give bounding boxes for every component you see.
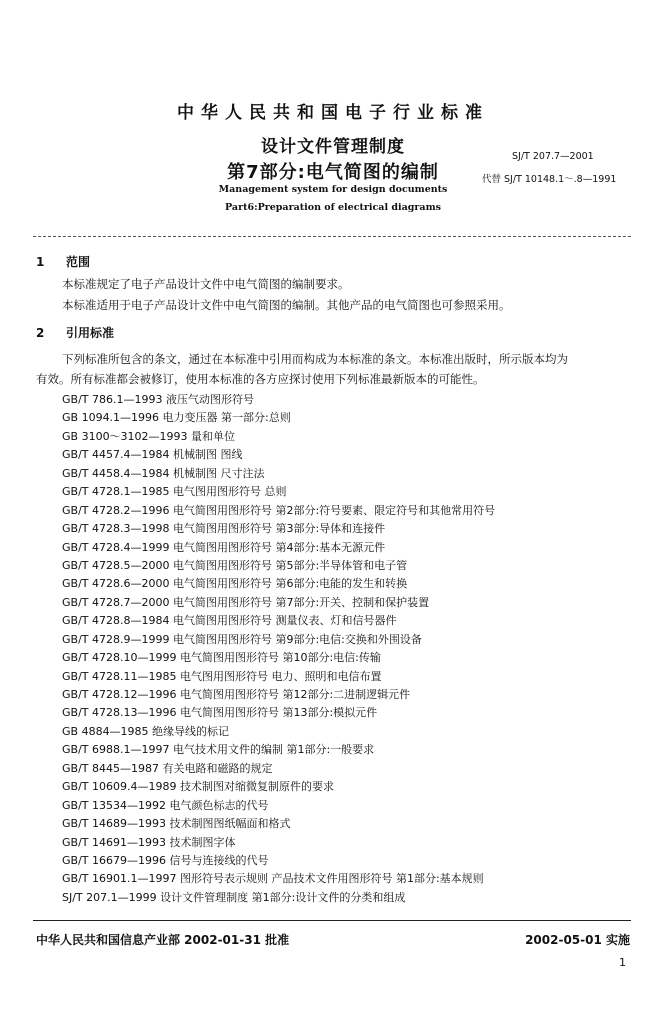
section-heading-references <box>36 324 114 341</box>
issuing-agency: 中华人民共和国电子行业标准 <box>177 103 489 123</box>
reference-item: GB/T 4728.2—1996 电气简图用图形符号 第2部分:符号要素、限定符号和其他常用符号 <box>62 503 496 517</box>
english-title: Management system for design documents <box>218 184 448 195</box>
reference-item: GB/T 10609.4—1989 技术制图对缩微复制原件的要求 <box>62 780 334 794</box>
reference-item: GB/T 14691—1993 技术制图字体 <box>62 835 236 849</box>
reference-item: GB 1094.1—1996 电力变压器 第一部分:总则 <box>62 411 291 425</box>
reference-item: GB/T 4457.4—1984 机械制图 图线 <box>62 448 243 462</box>
references-intro: 下列标准所包含的条文，通过在本标准中引用而构成为本标准的条文。本标准出版时，所示版本均为 <box>62 352 568 366</box>
references-intro-continued: 有效。所有标准都会被修订，使用本标准的各方应探讨使用下列标准最新版本的可能性。 <box>36 372 485 386</box>
reference-item: GB/T 4728.8—1984 电气简图用图形符号 测量仪表、灯和信号器件 <box>62 614 397 628</box>
reference-item: GB/T 4728.3—1998 电气简图用图形符号 第3部分:导体和连接件 <box>62 522 386 536</box>
section-number: 1 <box>36 255 45 269</box>
page-number: 1 <box>619 956 626 969</box>
reference-item: GB/T 8445—1987 有关电路和磁路的规定 <box>62 761 273 775</box>
reference-item: GB 4884—1985 绝缘导线的标记 <box>62 724 230 738</box>
document-subtitle: 第7部分:电气简图的编制 <box>227 162 439 183</box>
english-subtitle: Part6:Preparation of electrical diagrams <box>225 202 441 213</box>
reference-item: GB/T 786.1—1993 液压气动图形符号 <box>62 393 254 406</box>
scope-paragraph: 本标准规定了电子产品设计文件中电气简图的编制要求。 <box>62 277 350 291</box>
standard-code: SJ/T 207.7—2001 <box>512 151 594 162</box>
section-title: 引用标准 <box>66 326 115 340</box>
replaces-standard: 代替 SJ/T 10148.1～.8—1991 <box>482 174 617 185</box>
reference-item: GB/T 4728.9—1999 电气简图用图形符号 第9部分:电信:交换和外围设备 <box>62 632 422 646</box>
reference-list <box>62 391 495 907</box>
reference-item: GB/T 13534—1992 电气颜色标志的代号 <box>62 798 269 812</box>
reference-item: GB/T 4728.12—1996 电气简图用图形符号 第12部分:二进制逻辑元件 <box>62 688 411 701</box>
reference-item: SJ/T 207.1—1999 设计文件管理制度 第1部分:设计文件的分类和组成 <box>62 890 406 904</box>
approval-line: 中华人民共和国信息产业部 2002-01-31 批准 <box>36 933 290 947</box>
scope-paragraph: 本标准适用于电子产品设计文件中电气简图的编制。其他产品的电气简图也可参照采用。 <box>62 298 511 312</box>
reference-item: GB/T 4728.11—1985 电气图用图形符号 电力、照明和电信布置 <box>62 669 382 683</box>
reference-item: GB 3100～3102—1993 量和单位 <box>62 429 236 443</box>
reference-item: GB/T 4728.1—1985 电气图用图形符号 总则 <box>62 485 287 499</box>
reference-item: GB/T 6988.1—1997 电气技术用文件的编制 第1部分:一般要求 <box>62 743 375 757</box>
effective-date: 2002-05-01 实施 <box>525 933 630 947</box>
section-heading-scope <box>36 253 90 270</box>
header-divider <box>33 236 631 237</box>
reference-item: GB/T 4728.13—1996 电气简图用图形符号 第13部分:模拟元件 <box>62 706 378 720</box>
document-title: 设计文件管理制度 <box>261 137 405 157</box>
reference-item: GB/T 4458.4—1984 机械制图 尺寸注法 <box>62 466 265 480</box>
section-number: 2 <box>36 326 45 340</box>
reference-item: GB/T 4728.5—2000 电气简图用图形符号 第5部分:半导体管和电子管 <box>62 558 408 572</box>
section-title: 范围 <box>66 255 91 269</box>
reference-item: GB/T 16901.1—1997 图形符号表示规则 产品技术文件用图形符号 第1部分:基本规则 <box>62 872 484 886</box>
footer-divider <box>33 920 631 921</box>
reference-item: GB/T 4728.10—1999 电气简图用图形符号 第10部分:电信:传输 <box>62 651 381 665</box>
reference-item: GB/T 4728.7—2000 电气简图用图形符号 第7部分:开关、控制和保护装置 <box>62 595 430 609</box>
reference-item: GB/T 4728.4—1999 电气简图用图形符号 第4部分:基本无源元件 <box>62 540 386 554</box>
reference-item: GB/T 16679—1996 信号与连接线的代号 <box>62 853 269 867</box>
reference-item: GB/T 14689—1993 技术制图图纸幅面和格式 <box>62 817 291 831</box>
reference-item: GB/T 4728.6—2000 电气简图用图形符号 第6部分:电能的发生和转换 <box>62 577 408 591</box>
